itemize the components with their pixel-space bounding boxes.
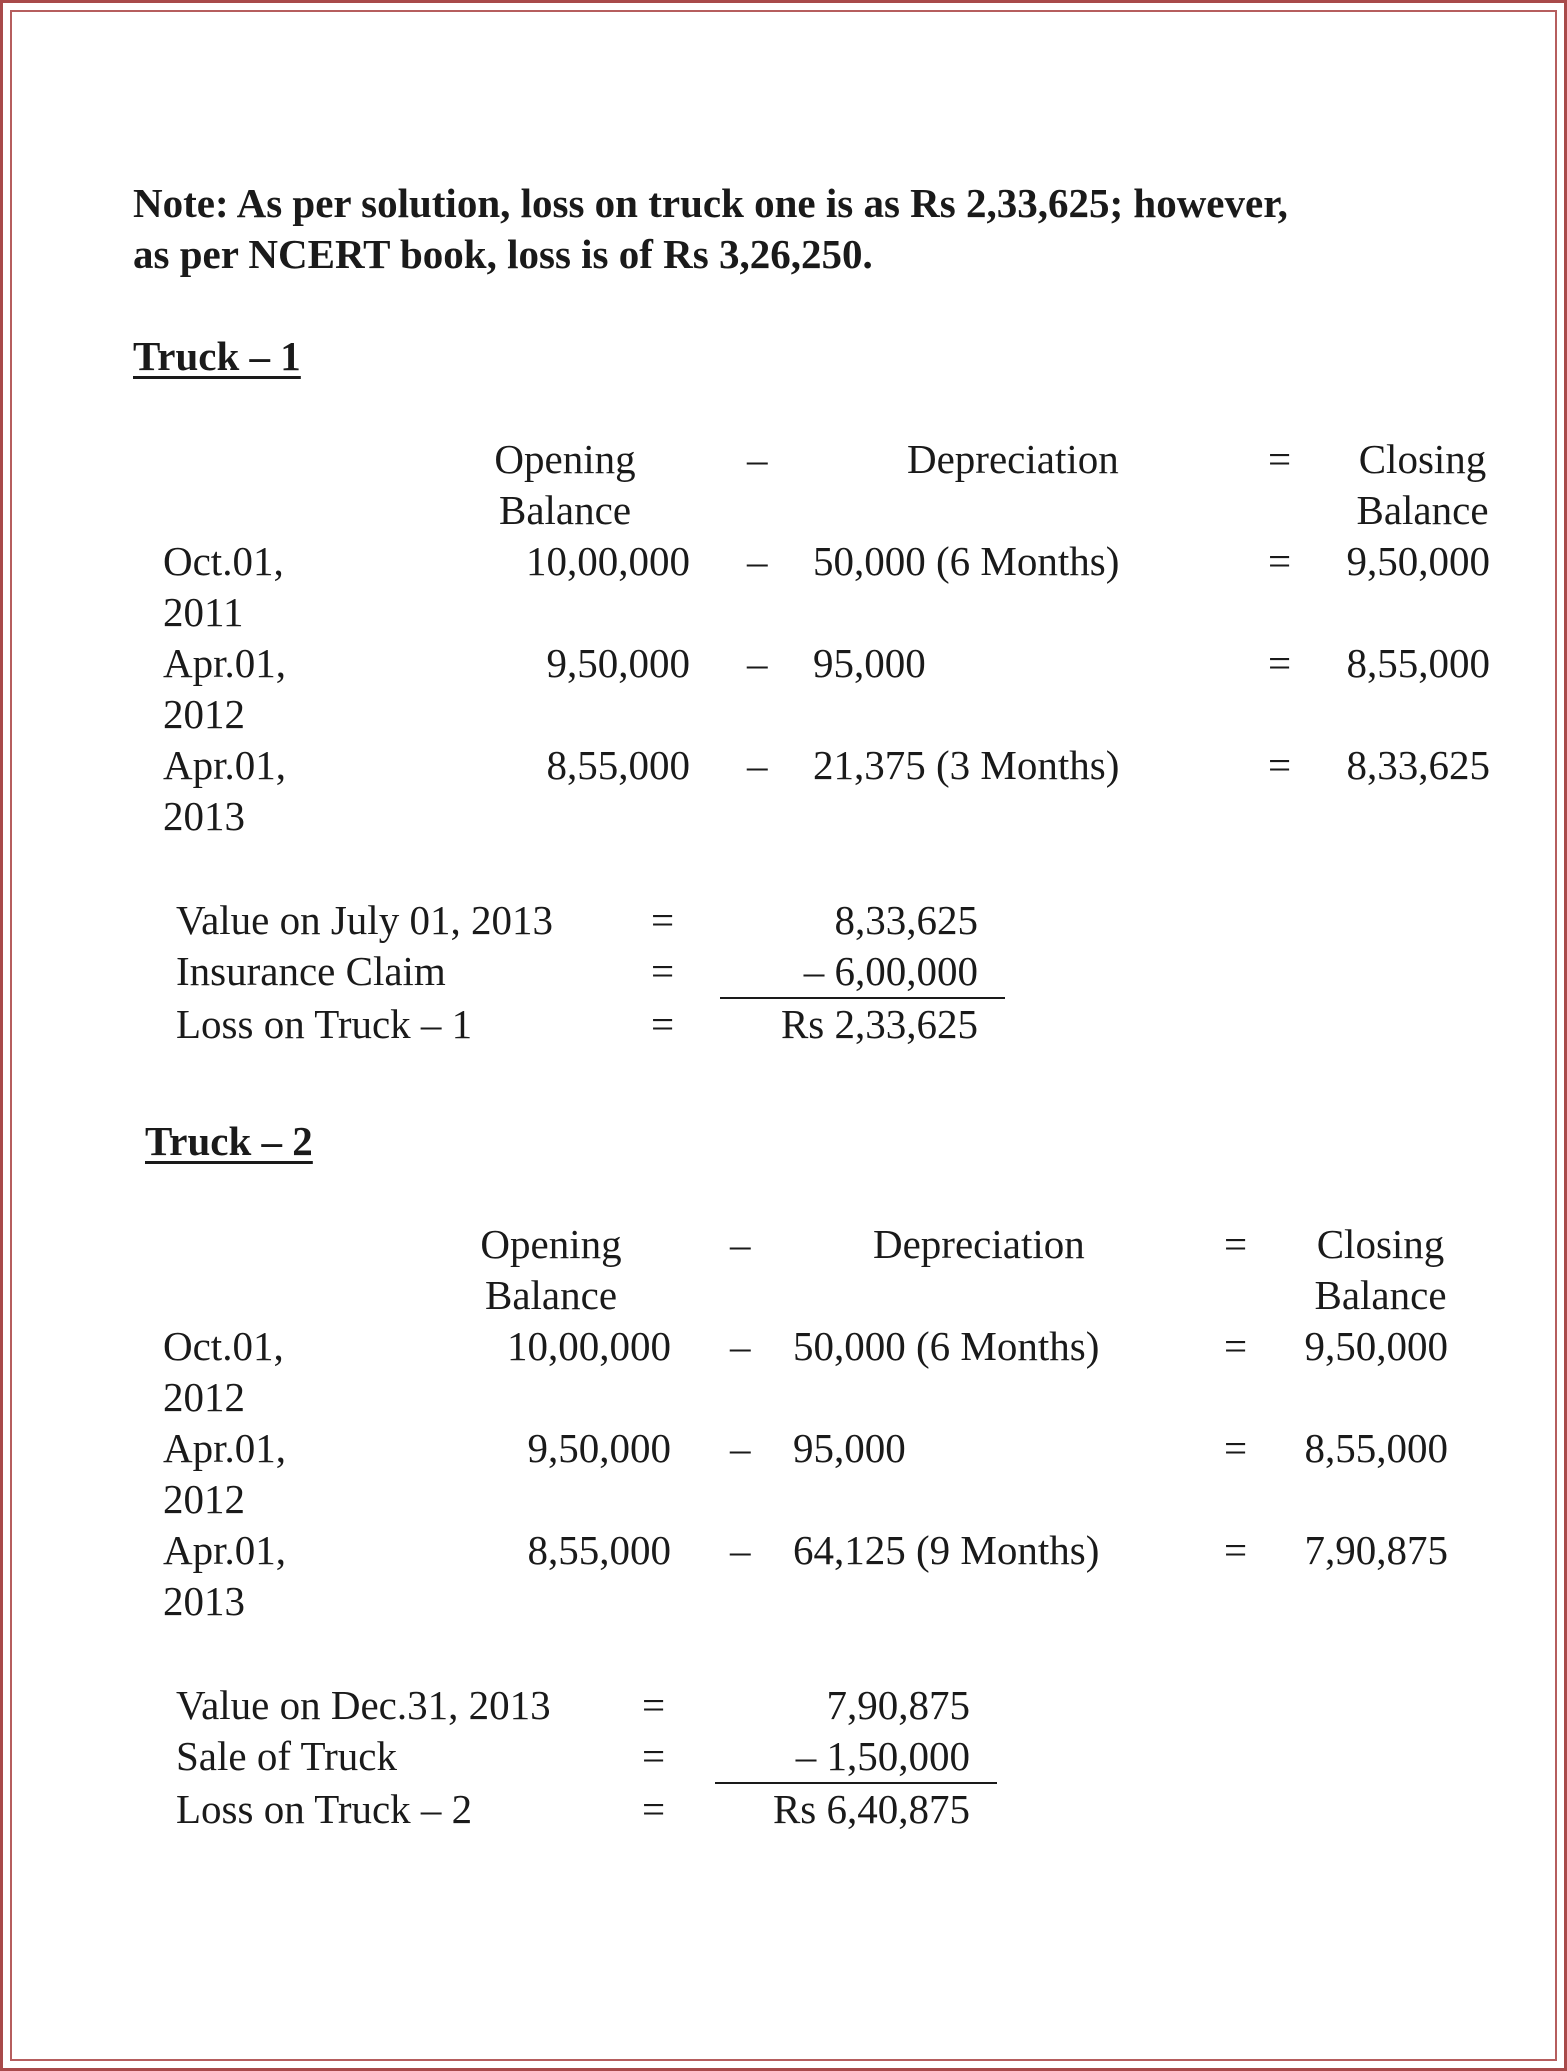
row-equals: = (1268, 742, 1292, 788)
row-depreciation: 50,000 (6 Months) (793, 1323, 1100, 1369)
row-date: Apr.01, 2013 (163, 1527, 286, 1624)
truck2-header-depreciation: Depreciation (873, 1221, 1085, 1267)
row-equals: = (1224, 1527, 1248, 1573)
truck1-header-closing: Closing Balance (1356, 436, 1489, 533)
truck2-heading: Truck – 2 (145, 1118, 313, 1164)
row-equals: = (1268, 538, 1292, 584)
row-minus: – (730, 1323, 751, 1369)
truck2-summary-total: Rs 6,40,875 (772, 1786, 970, 1832)
row-depreciation: 95,000 (793, 1425, 906, 1471)
row-date: Oct.01, 2011 (163, 538, 284, 635)
row-closing: 8,55,000 (1346, 640, 1490, 686)
truck1-summary-label: Insurance Claim (176, 948, 446, 994)
row-closing: 9,50,000 (1304, 1323, 1448, 1369)
truck2-header-closing: Closing Balance (1314, 1221, 1447, 1318)
truck1-header-opening: Opening Balance (494, 436, 636, 533)
truck1-header-depreciation: Depreciation (907, 436, 1119, 482)
row-depreciation: 95,000 (813, 640, 926, 686)
row-depreciation: 64,125 (9 Months) (793, 1527, 1100, 1573)
row-depreciation: 50,000 (6 Months) (813, 538, 1120, 584)
row-date: Apr.01, 2012 (163, 1425, 286, 1522)
note (133, 178, 1288, 280)
truck1-header-minus: – (747, 436, 768, 482)
truck2-summary-value: 7,90,875 (826, 1682, 970, 1728)
row-closing: 8,55,000 (1304, 1425, 1448, 1471)
row-depreciation: 21,375 (3 Months) (813, 742, 1120, 788)
row-date: Apr.01, 2012 (163, 640, 286, 737)
truck1-summary-equals: = (651, 948, 675, 994)
truck2-summary-label: Value on Dec.31, 2013 (176, 1682, 551, 1728)
truck1-summary-label: Value on July 01, 2013 (176, 897, 553, 943)
row-equals: = (1224, 1425, 1248, 1471)
row-minus: – (730, 1527, 751, 1573)
row-date: Apr.01, 2013 (163, 742, 286, 839)
truck2-header-minus: – (730, 1221, 751, 1267)
truck1-summary-total: Rs 2,33,625 (780, 1001, 978, 1047)
truck1-summary-equals: = (651, 1001, 675, 1047)
truck2-summary-equals: = (642, 1786, 666, 1832)
row-opening: 10,00,000 (507, 1323, 671, 1369)
truck2-summary-label: Sale of Truck (176, 1733, 397, 1779)
truck1-summary-label: Loss on Truck – 1 (176, 1001, 473, 1047)
truck2-summary-equals: = (642, 1733, 666, 1779)
row-minus: – (730, 1425, 751, 1471)
truck1-summary-value: – 6,00,000 (803, 948, 978, 994)
row-minus: – (747, 640, 768, 686)
truck1-heading: Truck – 1 (133, 333, 301, 379)
truck1-summary-value: 8,33,625 (834, 897, 978, 943)
row-date: Oct.01, 2012 (163, 1323, 284, 1420)
row-closing: 7,90,875 (1304, 1527, 1448, 1573)
row-equals: = (1268, 640, 1292, 686)
truck2-header-opening: Opening Balance (480, 1221, 622, 1318)
truck2-header-equals: = (1224, 1221, 1248, 1267)
row-equals: = (1224, 1323, 1248, 1369)
row-closing: 8,33,625 (1346, 742, 1490, 788)
truck1-summary-equals: = (651, 897, 675, 943)
row-opening: 10,00,000 (526, 538, 690, 584)
row-minus: – (747, 538, 768, 584)
row-opening: 8,55,000 (546, 742, 690, 788)
truck1-header-equals: = (1268, 436, 1292, 482)
row-opening: 9,50,000 (546, 640, 690, 686)
row-opening: 8,55,000 (527, 1527, 671, 1573)
truck2-summary-value: – 1,50,000 (795, 1733, 970, 1779)
truck2-summary-label: Loss on Truck – 2 (176, 1786, 473, 1832)
truck2-summary-equals: = (642, 1682, 666, 1728)
row-opening: 9,50,000 (527, 1425, 671, 1471)
note-line-1: Note: As per solution, loss on truck one is as Rs 2,33,625; however, (133, 180, 1288, 226)
row-minus: – (747, 742, 768, 788)
row-closing: 9,50,000 (1346, 538, 1490, 584)
note-line-2: as per NCERT book, loss is of Rs 3,26,250. (133, 231, 873, 277)
